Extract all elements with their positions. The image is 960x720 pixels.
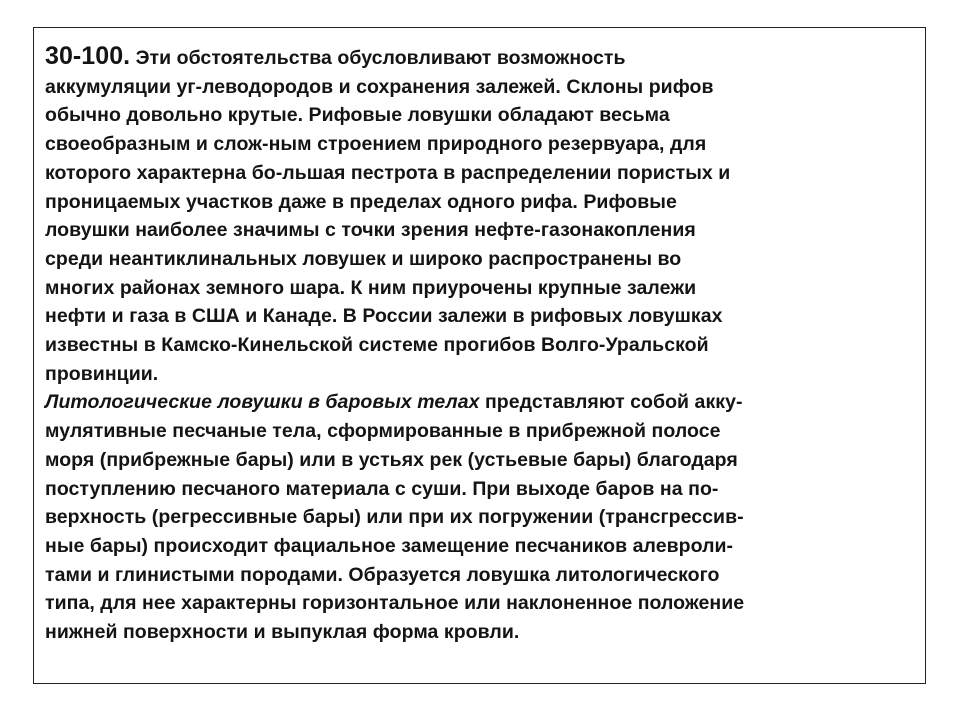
italic-term: Литологические ловушки в баровых телах bbox=[45, 391, 480, 414]
text-line: мулятивные песчаные тела, сформированные в прибрежной полосе bbox=[45, 420, 721, 443]
body-text bbox=[45, 42, 913, 647]
text-line: известны в Камско-Кинельской системе прогибов Волго-Уральской bbox=[45, 334, 709, 357]
text-line: проницаемых участков даже в пределах одного рифа. Рифовые bbox=[45, 190, 677, 213]
text-line: своеобразным и слож-ным строением природного резервуара, для bbox=[45, 133, 707, 156]
text-line: Литологические ловушки в баровых телах представляют собой акку- bbox=[45, 391, 743, 414]
text-line: ные бары) происходит фациальное замещение песчаников алевроли- bbox=[45, 534, 734, 557]
text-frame bbox=[33, 27, 926, 684]
text-line: нижней поверхности и выпуклая форма кровли. bbox=[45, 621, 520, 644]
text-line: ловушки наиболее значимы с точки зрения нефте-газонакопления bbox=[45, 219, 696, 242]
text-line: верхность (регрессивные бары) или при их погружении (трансгрессив- bbox=[45, 506, 744, 529]
text-line: тами и глинистыми породами. Образуется ловушка литологического bbox=[45, 563, 720, 586]
text-line: многих районах земного шара. К ним приурочены крупные залежи bbox=[45, 276, 697, 299]
text-line: поступлению песчаного материала с суши. При выходе баров на по- bbox=[45, 477, 719, 500]
text-line: обычно довольно крутые. Рифовые ловушки обладают весьма bbox=[45, 104, 670, 127]
text-line: 30-100. Эти обстоятельства обусловливают возможность bbox=[45, 42, 626, 70]
text-line: среди неантиклинальных ловушек и широко распространены во bbox=[45, 247, 682, 270]
text-line: провинции. bbox=[45, 362, 159, 385]
section-number: 30-100. bbox=[45, 42, 131, 70]
text-line: моря (прибрежные бары) или в устьях рек (устьевые бары) благодаря bbox=[45, 448, 738, 471]
text-line: типа, для нее характерны горизонтальное или наклоненное положение bbox=[45, 592, 745, 615]
text-line: аккумуляции уг-леводородов и сохранения залежей. Склоны рифов bbox=[45, 75, 714, 98]
text-line: которого характерна бо-льшая пестрота в распределении пористых и bbox=[45, 161, 731, 184]
text-line: нефти и газа в США и Канаде. В России залежи в рифовых ловушках bbox=[45, 305, 723, 328]
